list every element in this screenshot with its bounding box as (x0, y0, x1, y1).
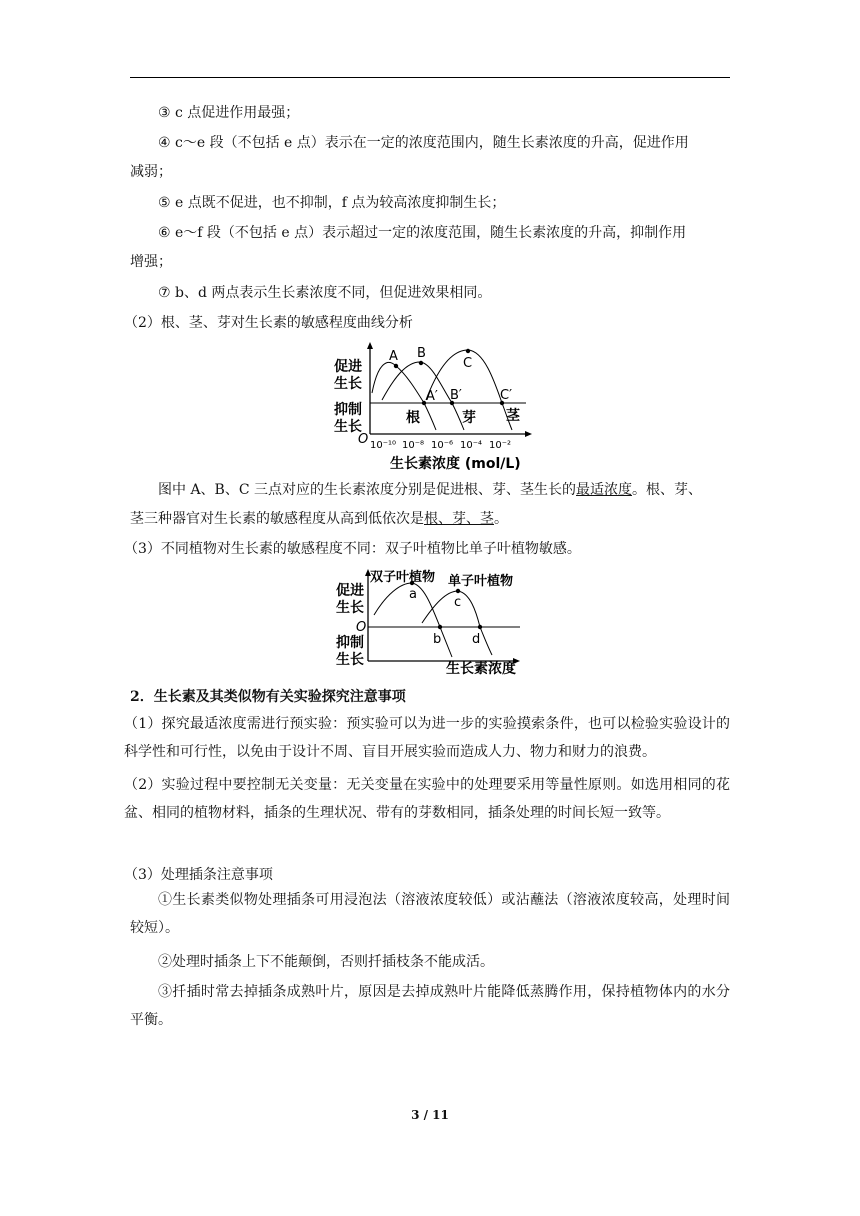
fig1-point-B (419, 361, 423, 365)
fig2-label-d: d (472, 632, 481, 647)
fig1-organ-bud: 芽 (462, 410, 476, 426)
section-2-para-2 (130, 509, 508, 529)
s2-p1-underline: 最适浓度 (576, 482, 633, 498)
fig1-tick-5: 10⁻² (489, 440, 512, 451)
fig1-label-B: B (417, 346, 426, 361)
fig2-label-b: b (433, 632, 442, 647)
s2-p2-text-b: 。 (494, 511, 508, 527)
s2-p1-text-b: 。根、芽、 (632, 482, 703, 498)
fig1-organ-stem: 茎 (506, 408, 520, 424)
item-7: ⑦ b、d 两点表示生长素浓度不同，但促进效果相同。 (158, 285, 492, 301)
section-3-heading: （3）不同植物对生长素的敏感程度不同：双子叶植物比单子叶植物敏感。 (124, 541, 581, 557)
section-2-title: 2．生长素及其类似物有关实验探究注意事项 (130, 689, 406, 705)
fig1-tick-1: 10⁻¹⁰ (370, 440, 397, 451)
fig2-point-b (438, 625, 442, 629)
fig1-tick-4: 10⁻⁴ (460, 440, 483, 451)
header-rule (130, 77, 730, 78)
fig1-label-A-prime: A′ (426, 389, 438, 404)
fig2-label-monocot: 单子叶植物 (448, 574, 514, 589)
fig1-point-A (394, 364, 398, 368)
sec2-para-1: （1）探究最适浓度需进行预实验：预实验可以为进一步的实验摸索条件，也可以检验实验设计的科学性和可行性，以免由于设计不周、盲目开展实验而造成人力、物力和财力的浪费。 (124, 716, 730, 760)
fig1-xlabel: 生长素浓度 (mol/L) (390, 456, 521, 472)
fig2-ylabel-promote: 促进 (336, 583, 364, 599)
fig1-label-B-prime: B′ (450, 388, 462, 403)
fig2-label-dicot: 双子叶植物 (370, 570, 436, 585)
fig2-ylabel-inhibit: 抑制 (336, 635, 364, 651)
item-4: ④ c～e 段（不包括 e 点）表示在一定的浓度范围内，随生长素浓度的升高，促进作用 (158, 135, 689, 151)
s2-p1-text-a: 图中 A、B、C 三点对应的生长素浓度分别是促进根、芽、茎生长的 (158, 482, 577, 498)
item-4-cont: 减弱； (130, 164, 172, 180)
fig2-ylabel-inhibit-2: 生长 (336, 652, 364, 668)
fig1-ylabel-promote-2: 生长 (334, 376, 362, 392)
fig1-label-C-prime: C′ (500, 388, 513, 403)
s2-p2-underline: 根、芽、茎 (424, 511, 494, 527)
fig1-tick-2: 10⁻⁸ (402, 440, 425, 451)
fig2-point-c (456, 589, 460, 593)
fig1-label-C: C (463, 356, 473, 371)
fig2-xlabel: 生长素浓度 (446, 661, 516, 677)
sec2-item-2: ②处理时插条上下不能颠倒，否则扦插枝条不能成活。 (158, 954, 494, 970)
sec2-para-3: （3）处理插条注意事项 (124, 867, 273, 883)
figure-organ-sensitivity (328, 338, 540, 476)
fig1-origin: O (358, 432, 369, 447)
section-2-para-1 (158, 480, 702, 500)
sec2-item-1: ①生长素类似物处理插条可用浸泡法（溶液浓度较低）或沾蘸法（溶液浓度较高，处理时间较短）。 (130, 892, 730, 936)
item-3: ③ c 点促进作用最强； (158, 105, 300, 121)
item-5: ⑤ e 点既不促进，也不抑制，f 点为较高浓度抑制生长； (158, 195, 506, 211)
fig1-point-C (466, 349, 470, 353)
fig2-point-d (478, 625, 482, 629)
fig1-tick-3: 10⁻⁶ (431, 440, 454, 451)
figure-plant-sensitivity (330, 565, 530, 677)
sec2-item-3: ③扦插时常去掉插条成熟叶片，原因是去掉成熟叶片能降低蒸腾作用，保持植物体内的水分平衡。 (130, 984, 730, 1028)
sec2-para-2: （2）实验过程中要控制无关变量：无关变量在实验中的处理要采用等量性原则。如选用相同的花盆、相同的植物材料，插条的生理状况、带有的芽数相同，插条处理的时间长短一致等。 (124, 777, 730, 821)
fig2-label-c: c (454, 595, 462, 610)
item-6-cont: 增强； (130, 254, 172, 270)
fig2-origin: O (356, 620, 367, 635)
fig1-x-arrow (525, 431, 532, 437)
fig1-label-A: A (389, 349, 398, 364)
fig1-ylabel-promote: 促进 (334, 359, 362, 375)
fig1-y-arrow (367, 342, 373, 349)
fig1-ylabel-inhibit-2: 生长 (334, 419, 362, 435)
fig2-ylabel-promote-2: 生长 (336, 600, 364, 616)
section-2-heading: （2）根、茎、芽对生长素的敏感程度曲线分析 (124, 315, 413, 331)
fig1-ylabel-inhibit: 抑制 (334, 402, 362, 418)
fig1-organ-root: 根 (406, 410, 420, 426)
item-6: ⑥ e～f 段（不包括 e 点）表示超过一定的浓度范围，随生长素浓度的升高，抑制作用 (158, 225, 687, 241)
page-number: 3 / 11 (411, 1108, 449, 1122)
fig2-label-a: a (409, 587, 417, 602)
s2-p2-text-a: 茎三种器官对生长素的敏感程度从高到低依次是 (130, 511, 424, 527)
